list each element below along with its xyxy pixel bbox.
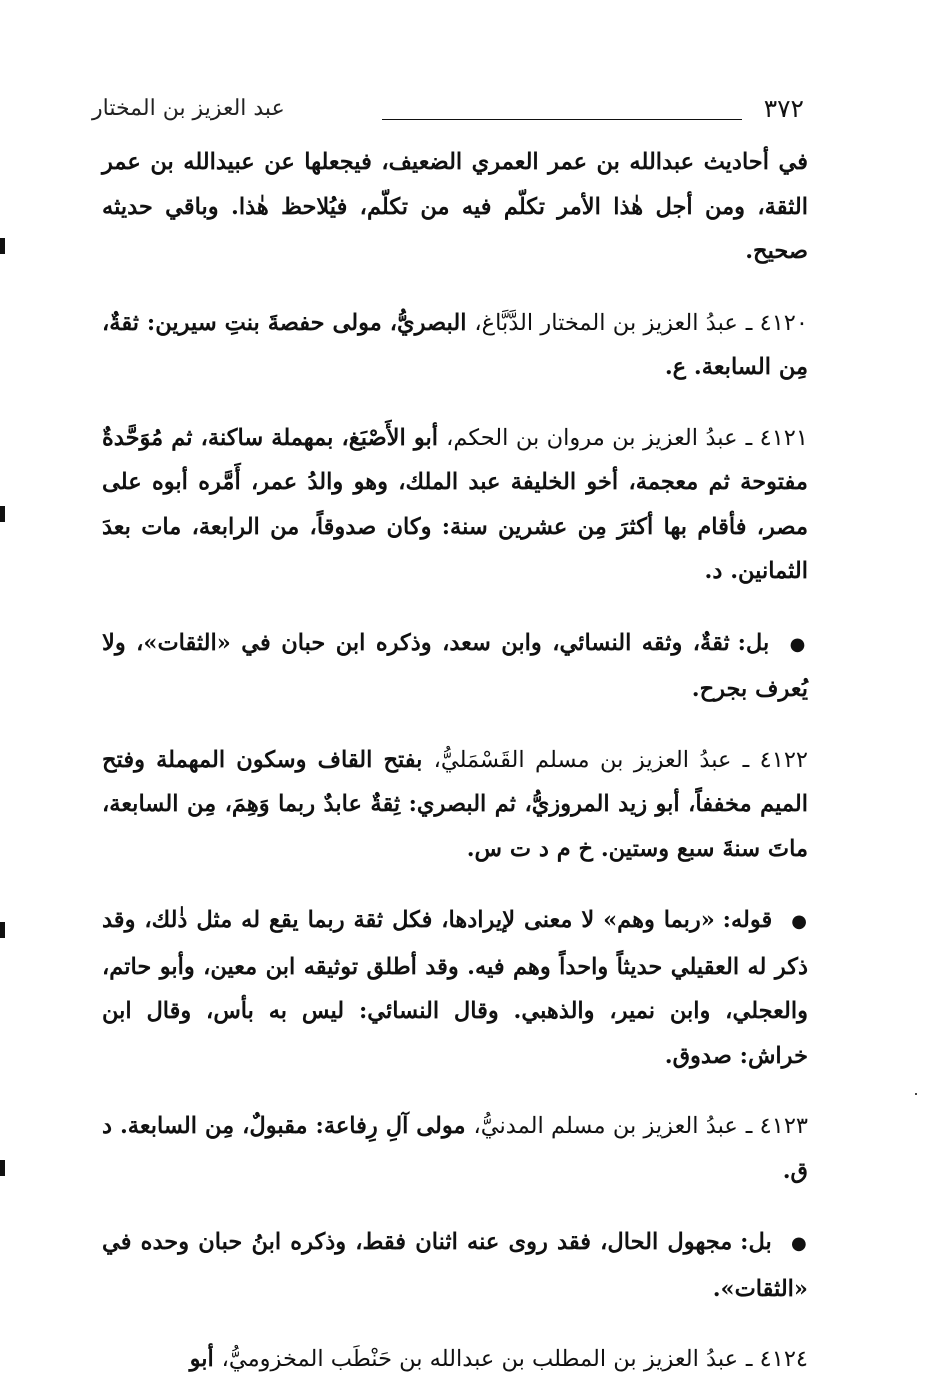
commentary-text: بل: ثقةٌ، وثقه النسائي، وابن سعد، وذكره ابن حبان في «الثقات»، ولا يُعرف بجرح.	[102, 629, 808, 702]
entry-4124	[102, 1337, 808, 1382]
commentary-4122	[102, 898, 808, 1078]
header-rule	[382, 119, 742, 120]
scan-margin-mark	[0, 506, 5, 522]
entry-name: عبدُ العزيز بن مسلم المدنيُّ،	[473, 1113, 738, 1139]
commentary-text: قوله: «ربما وهم» لا معنى لإيرادها، فكل ثقة ربما يقع له مثل ذٰلك، وقد ذكر له العقيلي حديثاً واحداً وهم فيه. وقد أطلق توثيقه ابن معين، وأبو حاتم، والعجلي، وابن نمير، والذهبي. وقال النسائي: ليس به بأس، وقال ابن خراش: صدوق.	[102, 907, 808, 1069]
entry-name: عبدُ العزيز بن المختار الدَّبَّاغ،	[474, 309, 738, 336]
entry-number: ٤١٢١ ـ	[745, 424, 808, 451]
scan-margin-mark	[0, 238, 5, 254]
entry-4123	[102, 1104, 808, 1193]
scan-speck	[915, 1093, 917, 1095]
entry-text: البصريُّ، مولى حفصةَ بنتِ سيرين: ثقةٌ، مِن السابعة. ع.	[102, 309, 808, 380]
running-title: عبد العزيز بن المختار	[92, 96, 285, 121]
commentary-text: بل: مجهول الحال، فقد روى عنه اثنان فقط، وذكره ابنُ حبان وحده في «الثقات».	[102, 1229, 808, 1302]
entry-name: عبدُ العزيز بن مروان بن الحكم،	[446, 424, 738, 451]
scan-margin-mark	[0, 1160, 5, 1176]
entry-number: ٤١٢٣ ـ	[745, 1113, 808, 1139]
entry-4121	[102, 416, 808, 594]
page-header	[92, 92, 804, 132]
page-body	[102, 140, 808, 1382]
entry-text: أبو الأَصْبَغ، بمهملة ساكنة، ثم مُوَحَّدةٌ مفتوحة ثم معجمة، أخو الخليفة عبد الملك، وهو والدُ عمر، أَمَّره أبوه على مصر، فأقام بها أكثرَ مِن عشرين سنة: وكان صدوقاً، من الرابعة، مات بعدَ الثمانين. د.	[102, 424, 808, 584]
bullet-icon: ●	[791, 911, 808, 932]
entry-4120	[102, 301, 808, 390]
entry-number: ٤١٢٢ ـ	[742, 746, 808, 773]
commentary-text: في أحاديث عبدالله بن عمر العمري الضعيف، فيجعلها عن عبيدالله بن عمر الثقة، ومن أجل هٰذا الأمر تكلّم فيه من تكلّم، فيُلاحظ هٰذا. وباقي حديثه صحيح.	[102, 149, 808, 264]
commentary-continuation	[102, 140, 808, 274]
bullet-icon: ●	[789, 633, 808, 655]
page-number: ٣٧٢	[763, 94, 804, 123]
commentary-4121	[102, 621, 808, 712]
entry-name: عبدُ العزيز بن المطلب بن عبدالله بن حَنْطَب المخزوميُّ،	[221, 1346, 739, 1372]
entry-name: عبدُ العزيز بن مسلم القَسْمَليُّ،	[433, 746, 732, 773]
scan-margin-mark	[0, 922, 5, 938]
entry-4122	[102, 738, 808, 872]
commentary-4123	[102, 1220, 808, 1311]
entry-text: مولى آلِ رِفاعة: مقبولٌ، مِن السابعة. د ق.	[102, 1113, 808, 1184]
bullet-icon: ●	[790, 1233, 808, 1254]
entry-text: أبو	[189, 1346, 214, 1372]
entry-number: ٤١٢٠ ـ	[745, 309, 808, 336]
entry-number: ٤١٢٤ ـ	[745, 1346, 808, 1372]
entry-text: بفتح القاف وسكون المهملة وفتح الميم مخففاً، أبو زيد المروزيُّ، ثم البصري: ثِقةٌ عابدٌ ربما وَهِمَ، مِن السابعة، ماتَ سنةَ سبع وستين. خ م د ت س.	[102, 746, 808, 862]
